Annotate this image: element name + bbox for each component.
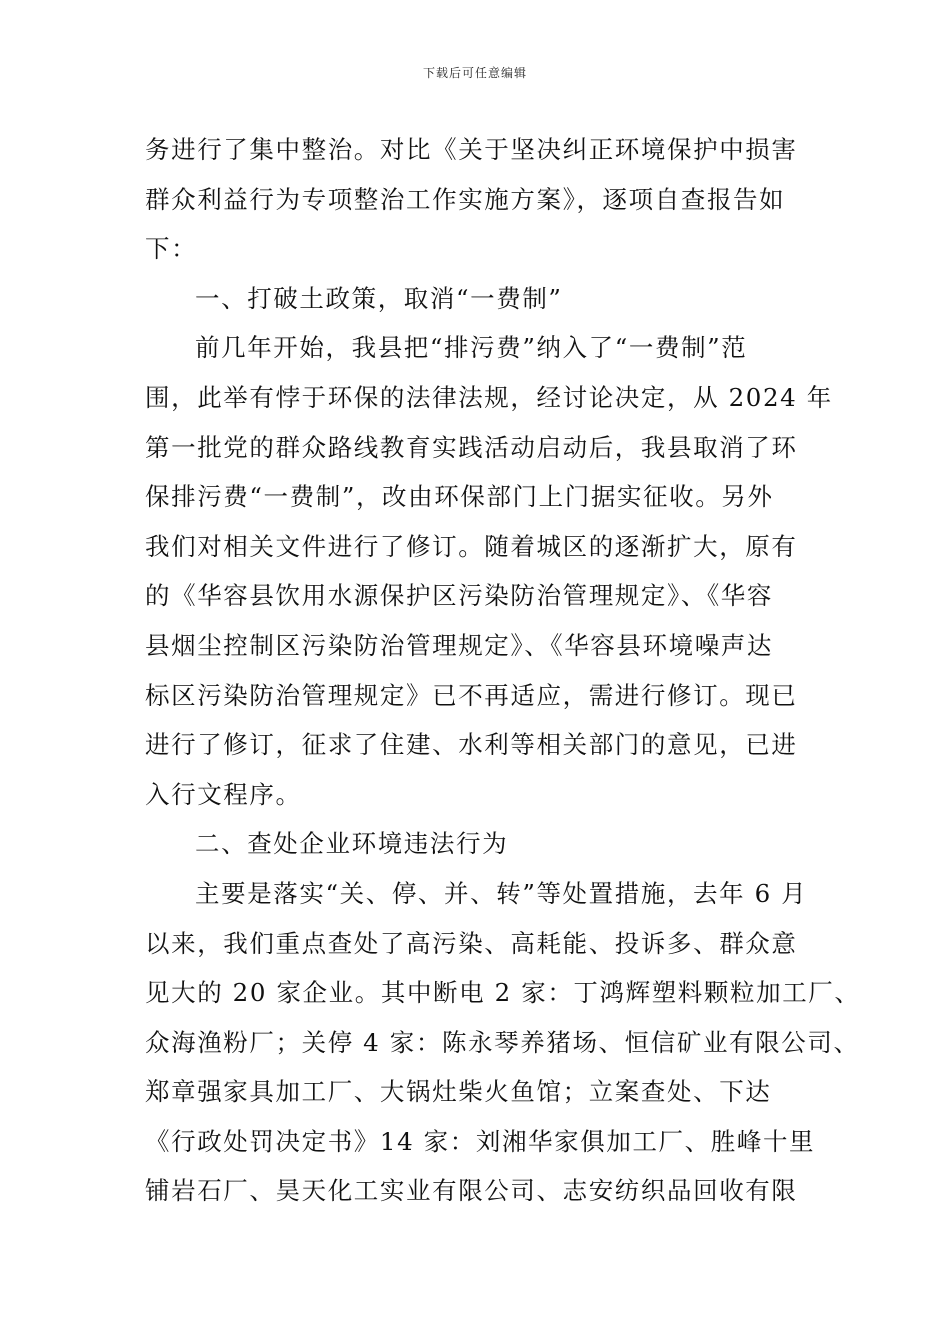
- text-line: 的《华容县饮用水源保护区污染防治管理规定》、《华容: [145, 581, 773, 611]
- text-line: 下：: [145, 234, 198, 264]
- text-line: 我们对相关文件进行了修订。随着城区的逐渐扩大，原有: [145, 531, 798, 561]
- text-line: 务进行了集中整治。对比《关于坚决纠正环境保护中损害: [145, 135, 798, 164]
- text-line: 入行文程序。: [145, 779, 302, 809]
- text-line: 见大的 20 家企业。其中断电 2 家：丁鸿辉塑料颗粒加工厂、: [145, 978, 861, 1008]
- text-line: 郑章强家具加工厂、大锅灶柴火鱼馆；立案查处、下达: [145, 1077, 772, 1107]
- text-line: 标区污染防治管理规定》已不再适应，需进行修订。现已: [145, 680, 798, 710]
- text-line: 前几年开始，我县把“排污费”纳入了“一费制”范: [195, 333, 748, 363]
- text-line: 以来，我们重点查处了高污染、高耗能、投诉多、群众意: [145, 928, 798, 958]
- text-line: 主要是落实“关、停、并、转”等处置措施，去年 6 月: [195, 878, 808, 908]
- body-text: [145, 125, 861, 1216]
- text-line: 保排污费“一费制”，改由环保部门上门据实征收。另外: [145, 482, 774, 512]
- text-line: 《行政处罚决定书》14 家：刘湘华家俱加工厂、胜峰十里: [145, 1126, 816, 1156]
- text-line: 县烟尘控制区污染防治管理规定》、《华容县环境噪声达: [145, 630, 773, 660]
- page-header: 下载后可任意编辑: [422, 66, 527, 80]
- text-line: 一、打破土政策，取消“一费制”: [195, 283, 563, 313]
- text-line: 二、查处企业环境违法行为: [195, 829, 509, 859]
- text-line: 铺岩石厂、昊天化工实业有限公司、志安纺织品回收有限: [145, 1176, 798, 1206]
- text-line: 众海渔粉厂；关停 4 家：陈永琴养猪场、恒信矿业有限公司、: [145, 1027, 860, 1057]
- text-line: 进行了修订，征求了住建、水利等相关部门的意见，已进: [145, 730, 798, 760]
- text-line: 围，此举有悖于环保的法律法规，经讨论决定，从 2024 年: [145, 382, 833, 412]
- text-line: 第一批党的群众路线教育实践活动启动后，我县取消了环: [145, 432, 798, 462]
- text-line: 群众利益行为专项整治工作实施方案》，逐项自查报告如: [145, 184, 786, 214]
